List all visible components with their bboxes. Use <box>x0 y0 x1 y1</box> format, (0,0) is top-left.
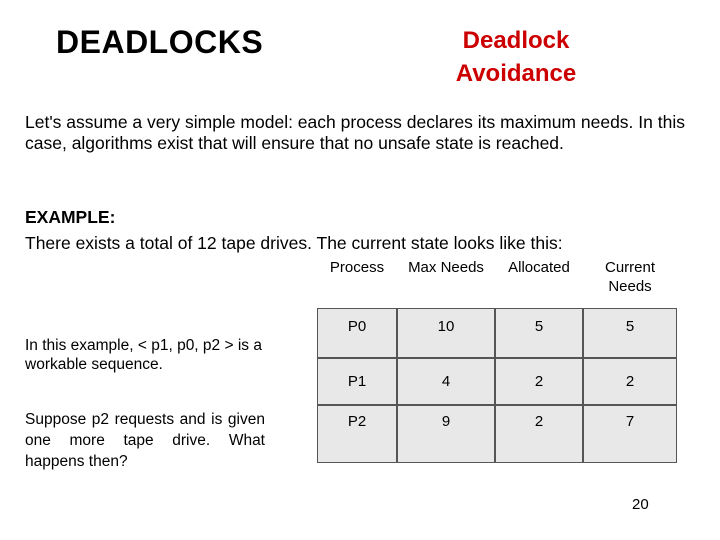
page-number: 20 <box>632 496 649 513</box>
sequence-note: In this example, < p1, p0, p2 > is a workable sequence. <box>25 337 262 373</box>
header-process: Process <box>329 259 385 276</box>
cell-allocated: 5 <box>495 308 583 358</box>
cell-current-needs: 7 <box>583 405 677 463</box>
slide-subtitle <box>440 24 592 90</box>
request-note: Suppose p2 requests and is given one more tape drive. What happens then? <box>25 411 265 470</box>
cell-process: P2 <box>317 405 397 463</box>
table-row <box>317 308 677 358</box>
table-header-row <box>317 258 677 308</box>
example-heading: EXAMPLE: <box>25 207 116 227</box>
subtitle-line-1: Deadlock <box>462 27 570 54</box>
cell-max-needs: 4 <box>397 358 495 405</box>
cell-process: P0 <box>317 308 397 358</box>
slide-title: DEADLOCKS <box>56 24 264 60</box>
intro-paragraph: Let's assume a very simple model: each process declares its maximum needs. In this case, algorithms exist that will ensure that no unsafe state is reached. <box>25 112 685 153</box>
allocation-table <box>317 258 677 463</box>
subtitle-line-2: Avoidance <box>455 60 577 87</box>
header-current-line-2: Needs <box>608 278 652 295</box>
cell-current-needs: 2 <box>583 358 677 405</box>
cell-current-needs: 5 <box>583 308 677 358</box>
cell-process: P1 <box>317 358 397 405</box>
header-max-needs: Max Needs <box>408 259 484 276</box>
header-current-line-1: Current <box>604 259 656 276</box>
cell-max-needs: 9 <box>397 405 495 463</box>
cell-allocated: 2 <box>495 405 583 463</box>
cell-allocated: 2 <box>495 358 583 405</box>
header-allocated: Allocated <box>508 259 570 276</box>
header-current-needs <box>583 258 677 308</box>
example-text: There exists a total of 12 tape drives. The current state looks like this: <box>25 233 563 253</box>
cell-max-needs: 10 <box>397 308 495 358</box>
table-row <box>317 405 677 463</box>
table-row <box>317 358 677 405</box>
